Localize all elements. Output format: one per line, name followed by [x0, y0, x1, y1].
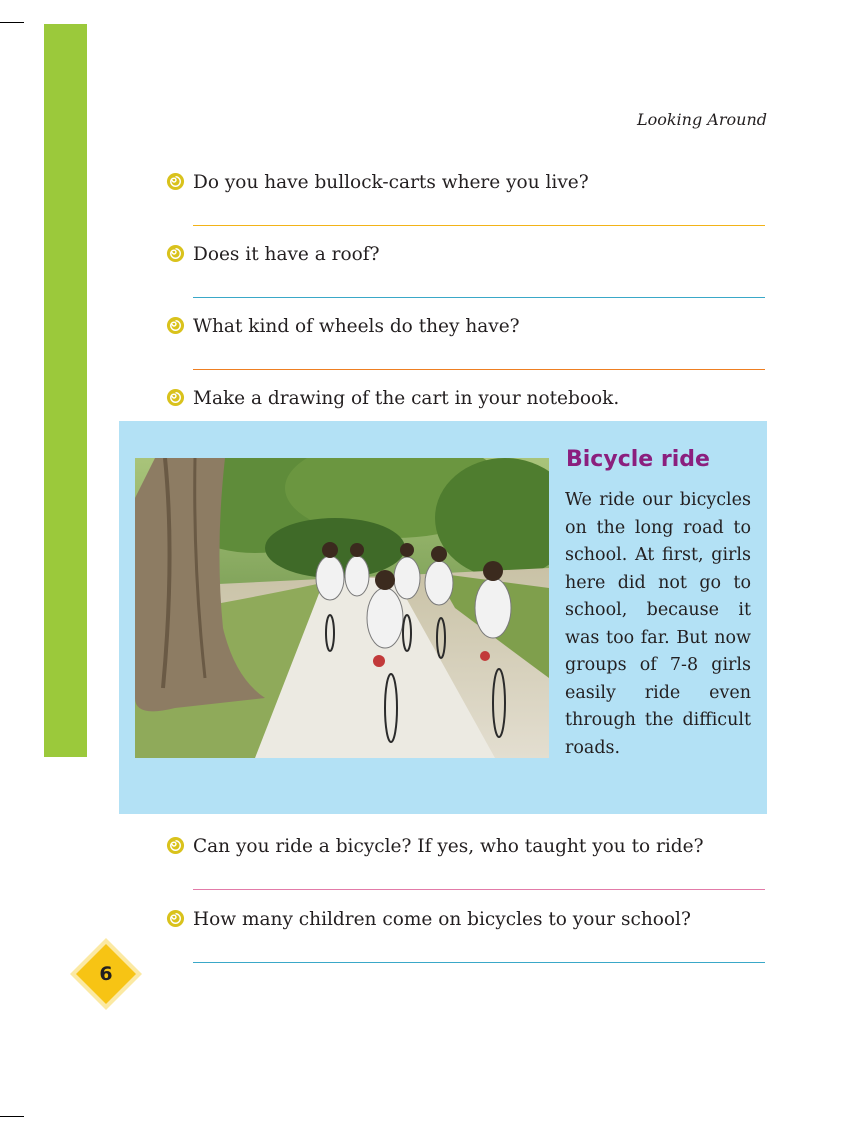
spiral-bullet-icon: [166, 316, 185, 335]
question-item: [166, 908, 691, 932]
girls-riding-bicycles-photo: [135, 458, 549, 758]
question-item: [166, 387, 619, 411]
answer-line[interactable]: [193, 962, 765, 963]
side-color-bar: [44, 24, 87, 757]
crop-mark-bottom: [0, 1116, 24, 1117]
spiral-bullet-icon: [166, 244, 185, 263]
page-number: 6: [99, 963, 113, 985]
running-header: Looking Around: [636, 110, 767, 129]
spiral-bullet-icon: [166, 836, 185, 855]
answer-line[interactable]: [193, 889, 765, 890]
spiral-bullet-icon: [166, 909, 185, 928]
question-text: Make a drawing of the cart in your notebook.: [193, 388, 620, 409]
question-text: Do you have bullock-carts where you live?: [193, 172, 589, 193]
spiral-bullet-icon: [166, 172, 185, 191]
question-text: What kind of wheels do they have?: [193, 316, 520, 337]
box-title: Bicycle ride: [566, 447, 710, 472]
question-item: [166, 315, 520, 339]
spiral-bullet-icon: [166, 388, 185, 407]
question-item: [166, 171, 589, 195]
question-item: [166, 243, 380, 267]
answer-line[interactable]: [193, 369, 765, 370]
box-paragraph: We ride our bicycles on the long road to school. At first, girls here did not go to school, because it was too far. But now groups of 7-8 girls easily ride even through the difficult roads.: [565, 490, 751, 758]
question-text: Does it have a roof?: [193, 244, 380, 265]
answer-line[interactable]: [193, 225, 765, 226]
answer-line[interactable]: [193, 297, 765, 298]
question-text: Can you ride a bicycle? If yes, who taught you to ride?: [193, 836, 704, 857]
page-number-badge: [70, 938, 142, 1010]
crop-mark-top: [0, 22, 24, 23]
question-item: [166, 835, 704, 859]
question-text: How many children come on bicycles to your school?: [193, 909, 691, 930]
